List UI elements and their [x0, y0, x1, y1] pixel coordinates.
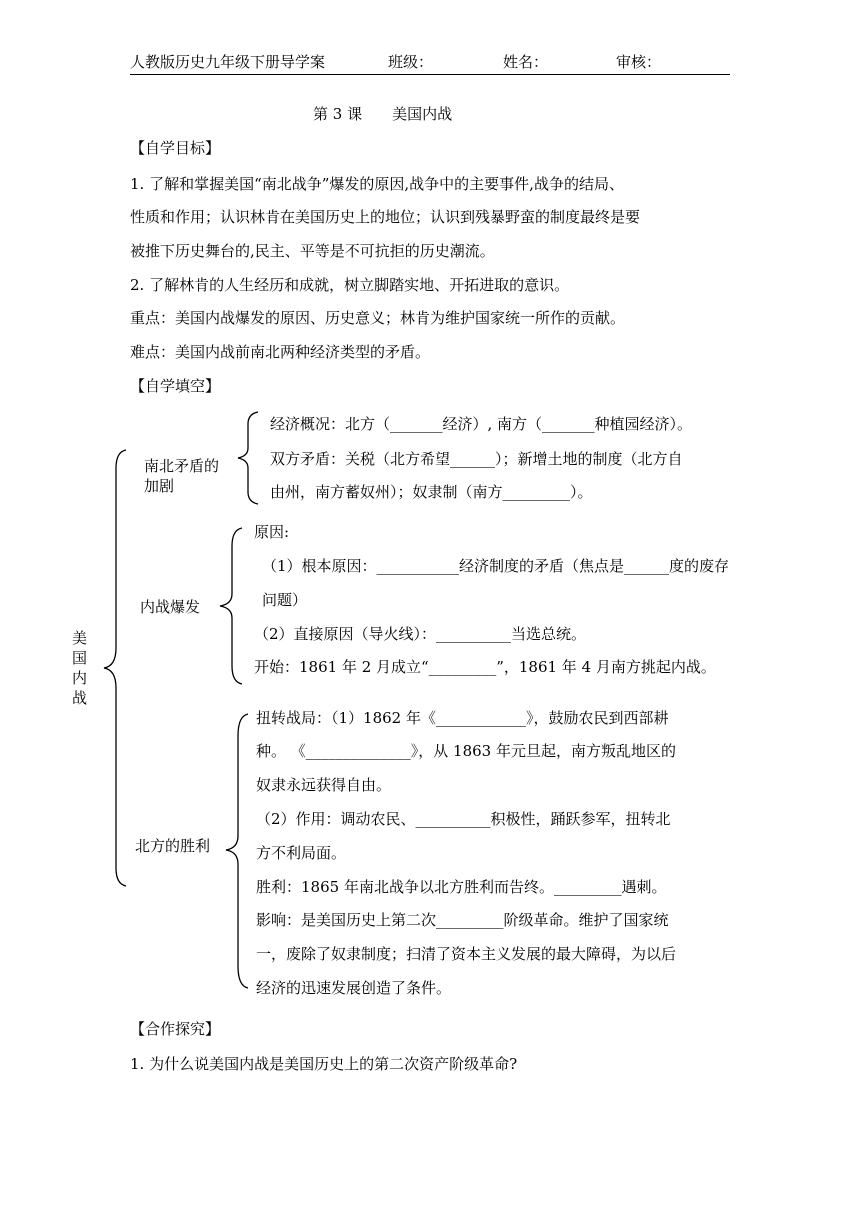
- class-label: 班级：: [388, 53, 434, 71]
- group-brace: [232, 410, 262, 506]
- group-label-contradiction: 南北矛盾的 加剧: [144, 457, 220, 495]
- group-brace: [222, 712, 252, 990]
- group-line: 开始：1861 年 2 月成立“_________”，1861 年 4 月南方挑起内战。: [254, 658, 716, 676]
- lesson-title: 第 3 课 美国内战: [313, 105, 453, 123]
- group-line: 影响：是美国历史上第二次_________阶级革命。维护了国家统: [256, 911, 669, 929]
- fill-in-heading: 【自学填空】: [130, 377, 221, 395]
- group-line: 原因:: [254, 523, 290, 541]
- goals-line: 性质和作用；认识林肯在美国历史上的地位；认识到残暴野蛮的制度最终是要: [130, 208, 641, 226]
- inquiry-heading: 【合作探究】: [130, 1020, 221, 1038]
- group-line: （2）直接原因（导火线）：__________当选总统。: [254, 625, 587, 643]
- goals-line: 2. 了解林肯的人生经历和成就，树立脚踏实地、开拓进取的意识。: [130, 276, 570, 294]
- group-label-victory: 北方的胜利: [135, 837, 211, 855]
- group-line: 种。 《______________》，从 1863 年元旦起，南方叛乱地区的: [256, 742, 676, 760]
- group-line: 奴隶永远获得自由。: [256, 776, 392, 794]
- root-label: 美 国 内 战: [72, 629, 88, 707]
- group-line: 扭转战局：（1）1862 年《____________》，鼓励农民到西部耕: [256, 709, 669, 727]
- group-line: 经济概况：北方（_______经济）, 南方（_______种植园经济）。: [270, 415, 693, 433]
- goals-line: 1. 了解和掌握美国“南北战争”爆发的原因,战争中的主要事件,战争的结局、: [130, 175, 624, 193]
- group-line: （2）作用：调动农民、__________积极性，踊跃参军，扭转北: [256, 810, 671, 828]
- goals-line: 被推下历史舞台的,民主、平等是不可抗拒的历史潮流。: [130, 242, 495, 260]
- difficult-point: 难点：美国内战前南北两种经济类型的矛盾。: [130, 343, 431, 361]
- review-label: 审核：: [616, 53, 662, 71]
- inquiry-question: 1. 为什么说美国内战是美国历史上的第二次资产阶级革命?: [130, 1055, 518, 1073]
- group-line: 一，废除了奴隶制度；扫清了资本主义发展的最大障碍，为以后: [256, 945, 677, 963]
- group-line: 问题）: [262, 591, 308, 609]
- group-brace: [216, 526, 246, 686]
- doc-name: 人教版历史九年级下册导学案: [130, 53, 326, 71]
- name-label: 姓名：: [503, 53, 549, 71]
- document-header: [130, 52, 730, 75]
- group-line: 双方矛盾：关税（北方希望______）；新增土地的制度（北方自: [270, 450, 683, 468]
- group-line: （1）根本原因：___________经济制度的矛盾（焦点是______度的废存: [262, 557, 730, 575]
- main-brace: [100, 448, 130, 888]
- group-label-outbreak: 内战爆发: [140, 598, 201, 616]
- group-line: 方不利局面。: [256, 844, 347, 862]
- group-line: 经济的迅速发展创造了条件。: [256, 979, 452, 997]
- group-line: 由州，南方蓄奴州）；奴隶制（南方_________）。: [270, 483, 593, 501]
- goals-heading: 【自学目标】: [130, 139, 221, 157]
- key-point: 重点：美国内战爆发的原因、历史意义；林肯为维护国家统一所作的贡献。: [130, 309, 626, 327]
- group-line: 胜利：1865 年南北战争以北方胜利而告终。_________遇刺。: [256, 878, 667, 896]
